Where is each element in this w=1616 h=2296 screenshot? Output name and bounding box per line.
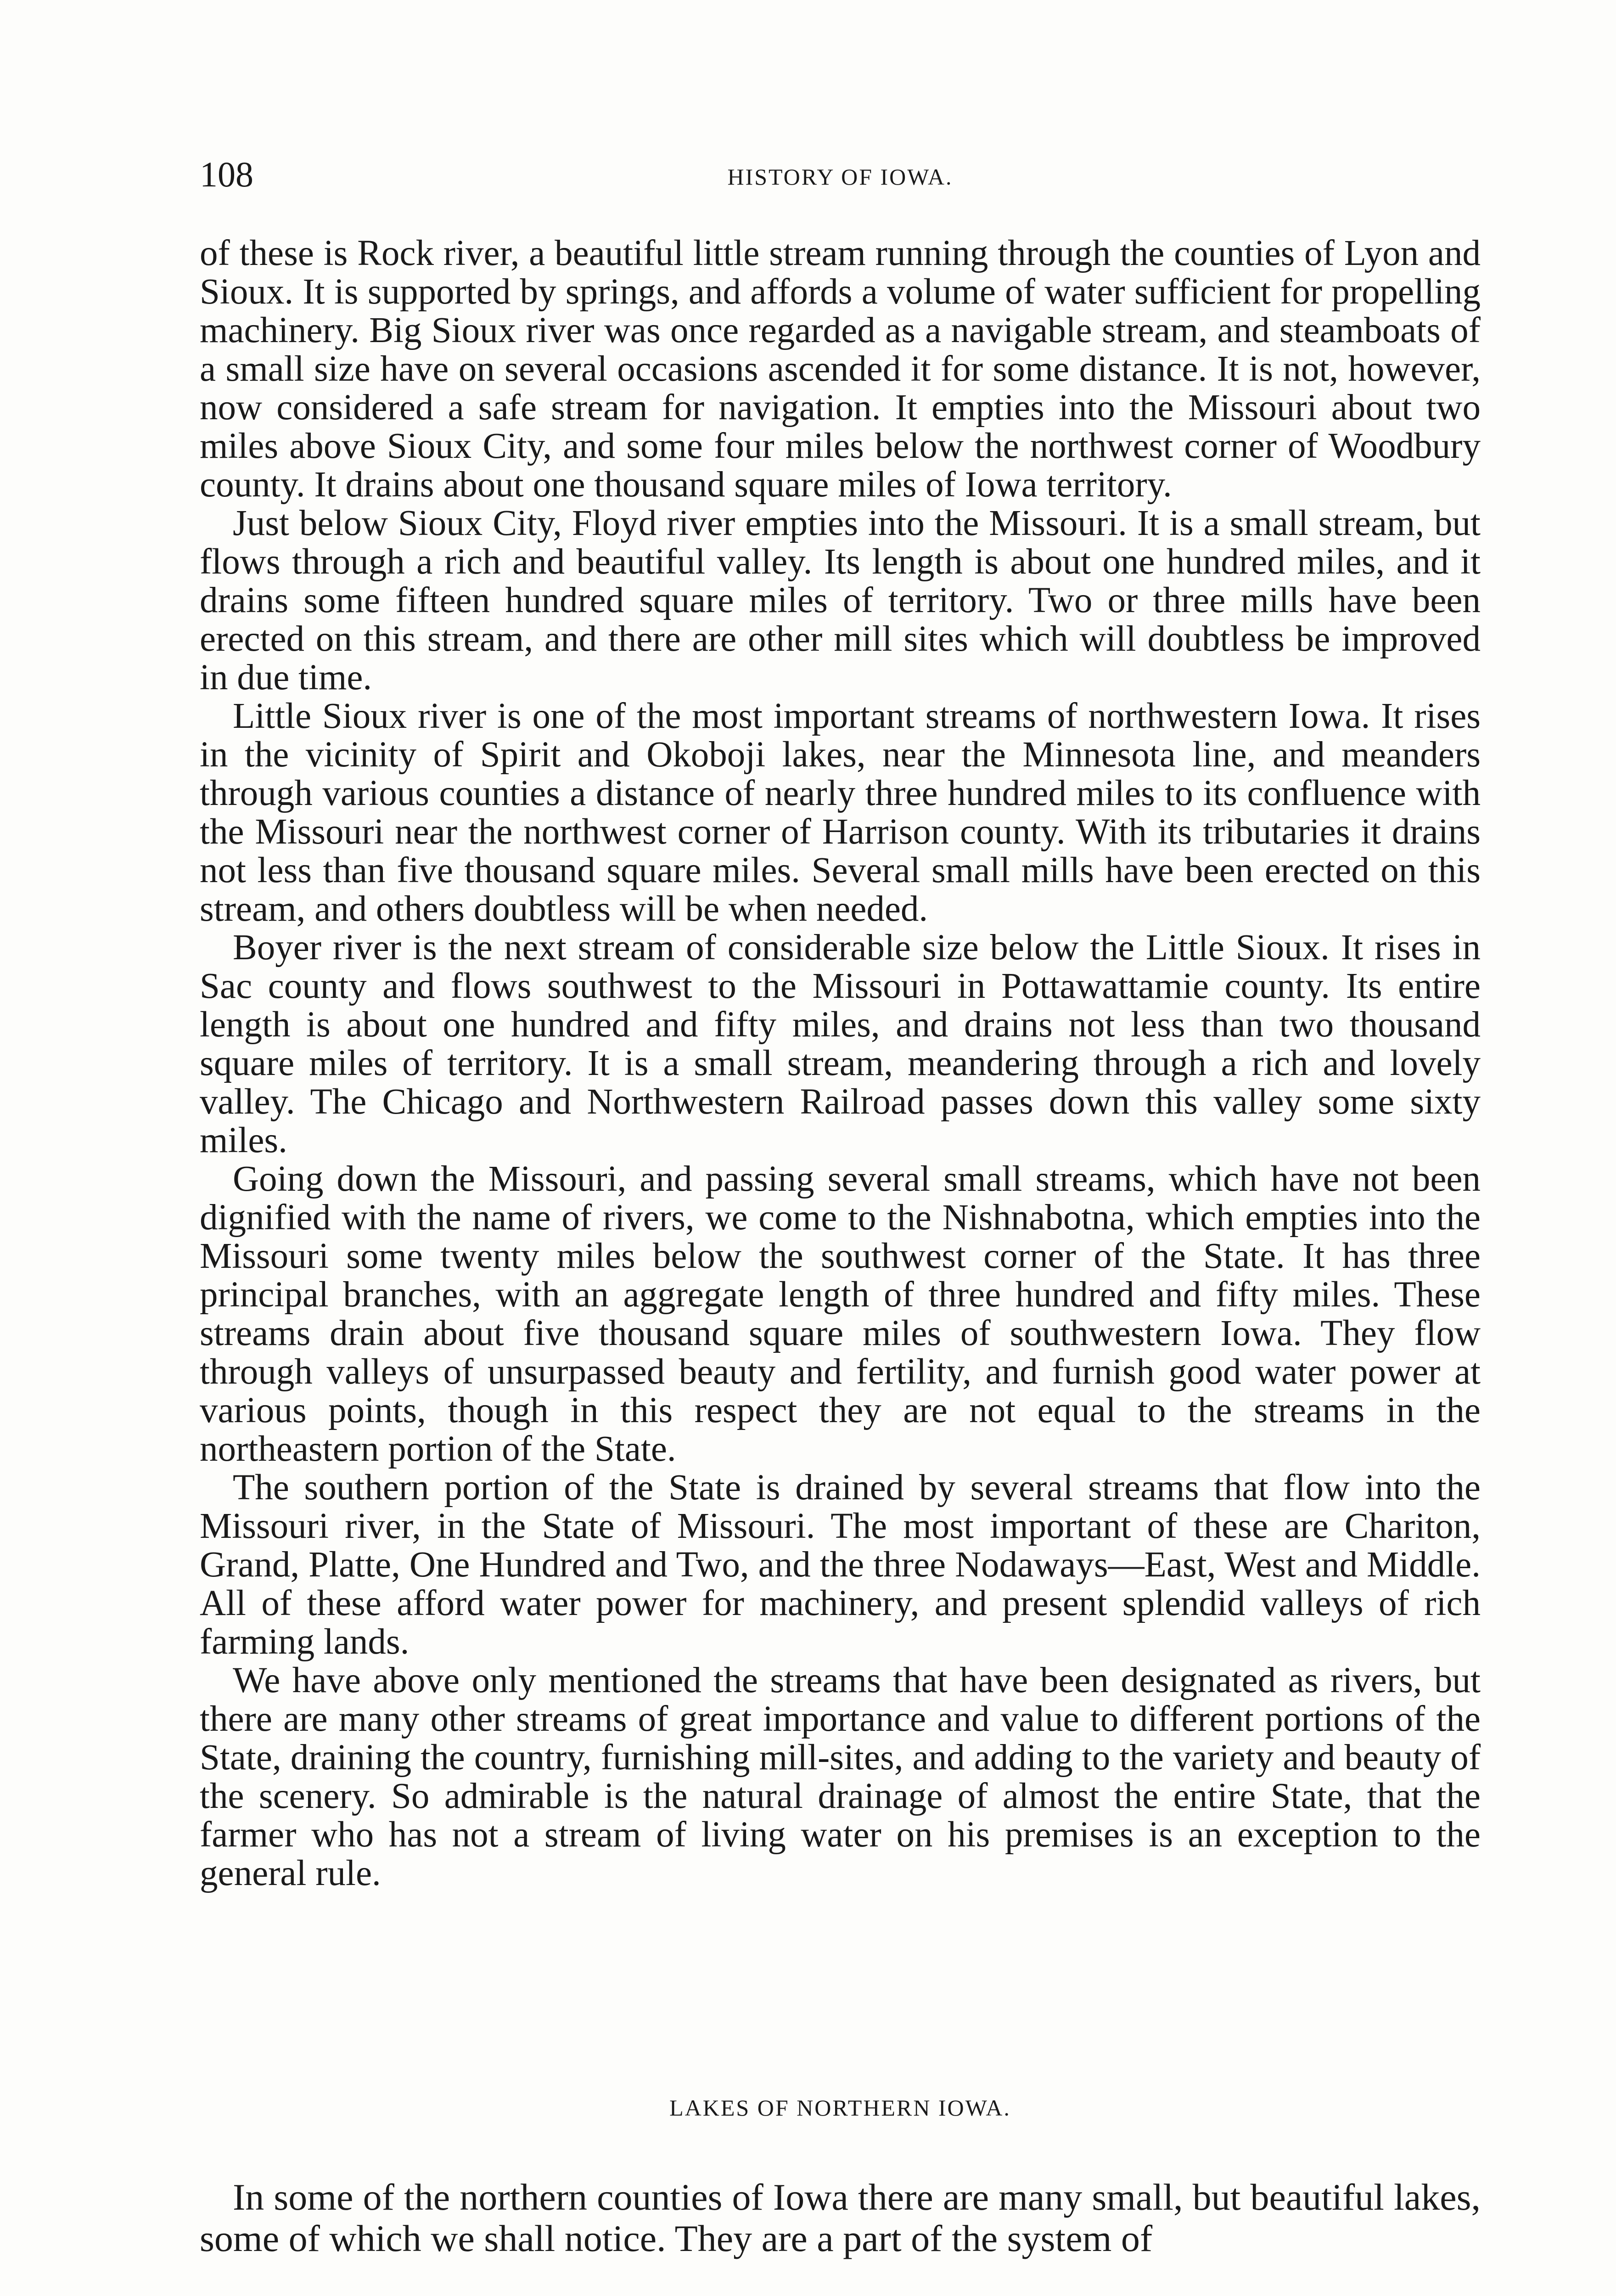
paragraph-floyd-river: Just below Sioux City, Floyd river empties into the Missouri. It is a small stream, but flows through a rich and beautiful valley. Its length is about one hundred miles, and it drains some fifteen hundred square miles of territory. Two or three mills have been erected on this stream, and there are other mill sites which will doubtless be improved in due time.: [200, 503, 1481, 698]
page-number: 108: [200, 154, 253, 194]
paragraph-boyer-river: Boyer river is the next stream of considerable size below the Little Sioux. It rises in Sac county and flows southwest to the Missouri in Pottawattamie county. Its entire length is about one hundred and fifty miles, and drains not less than two thousand square miles of territory. It is a small stream, meandering through a rich and lovely valley. The Chicago and Northwestern Railroad passes down this valley some sixty miles.: [200, 928, 1481, 1160]
paragraph-little-sioux-river: Little Sioux river is one of the most important streams of northwestern Iowa. It rises in the vicinity of Spirit and Okoboji lakes, near the Minnesota line, and meanders through various counties a distance of nearly three hundred miles to its confluence with the Missouri near the northwest corner of Harrison county. With its tributaries it drains not less than five thousand square miles. Several small mills have been erected on this stream, and others doubtless will be when needed.: [200, 696, 1481, 929]
paragraph-drainage-summary: We have above only mentioned the streams that have been designated as rivers, but there are many other streams of great importance and value to different portions of the State, draining the country, furnishing mill-sites, and adding to the variety and beauty of the scenery. So admirable is the natural drainage of almost the entire State, that the farmer who has not a stream of living water on his premises is an exception to the general rule.: [200, 1660, 1481, 1893]
paragraph-nishnabotna: Going down the Missouri, and passing several small streams, which have not been dignified with the name of rivers, we come to the Nishnabotna, which empties into the Missouri some twenty miles below the southwest corner of the State. It has three principal branches, with an aggregate length of three hundred and fifty miles. These streams drain about five thousand square miles of southwestern Iowa. They flow through valleys of unsurpassed beauty and fertility, and furnish good water power at various points, though in this respect they are not equal to the streams in the northeastern portion of the State.: [200, 1159, 1481, 1469]
lakes-section-text: [200, 2177, 1481, 2259]
running-title: HISTORY OF IOWA.: [727, 164, 953, 190]
paragraph-lakes-intro: In some of the northern counties of Iowa there are many small, but beautiful lakes, some of which we shall notice. They are a part of the system of: [200, 2176, 1481, 2259]
running-header: [200, 152, 1481, 202]
main-text: [200, 234, 1481, 1893]
section-heading-lakes: LAKES OF NORTHERN IOWA.: [669, 2095, 1011, 2121]
paragraph-southern-streams: The southern portion of the State is drained by several streams that flow into the Missouri river, in the State of Missouri. The most important of these are Chariton, Grand, Platte, One Hundred and Two, and the three Nodaways—East, West and Middle. All of these afford water power for machinery, and present splendid valleys of rich farming lands.: [200, 1468, 1481, 1662]
paragraph-rock-and-big-sioux: of these is Rock river, a beautiful little stream running through the counties of Lyon and Sioux. It is supported by springs, and affords a volume of water sufficient for propelling machinery. Big Sioux river was once regarded as a navigable stream, and steamboats of a small size have on several occasions ascended it for some distance. It is not, however, now considered a safe stream for navigation. It empties into the Missouri about two miles above Sioux City, and some four miles below the northwest corner of Woodbury county. It drains about one thousand square miles of Iowa territory.: [200, 233, 1481, 505]
